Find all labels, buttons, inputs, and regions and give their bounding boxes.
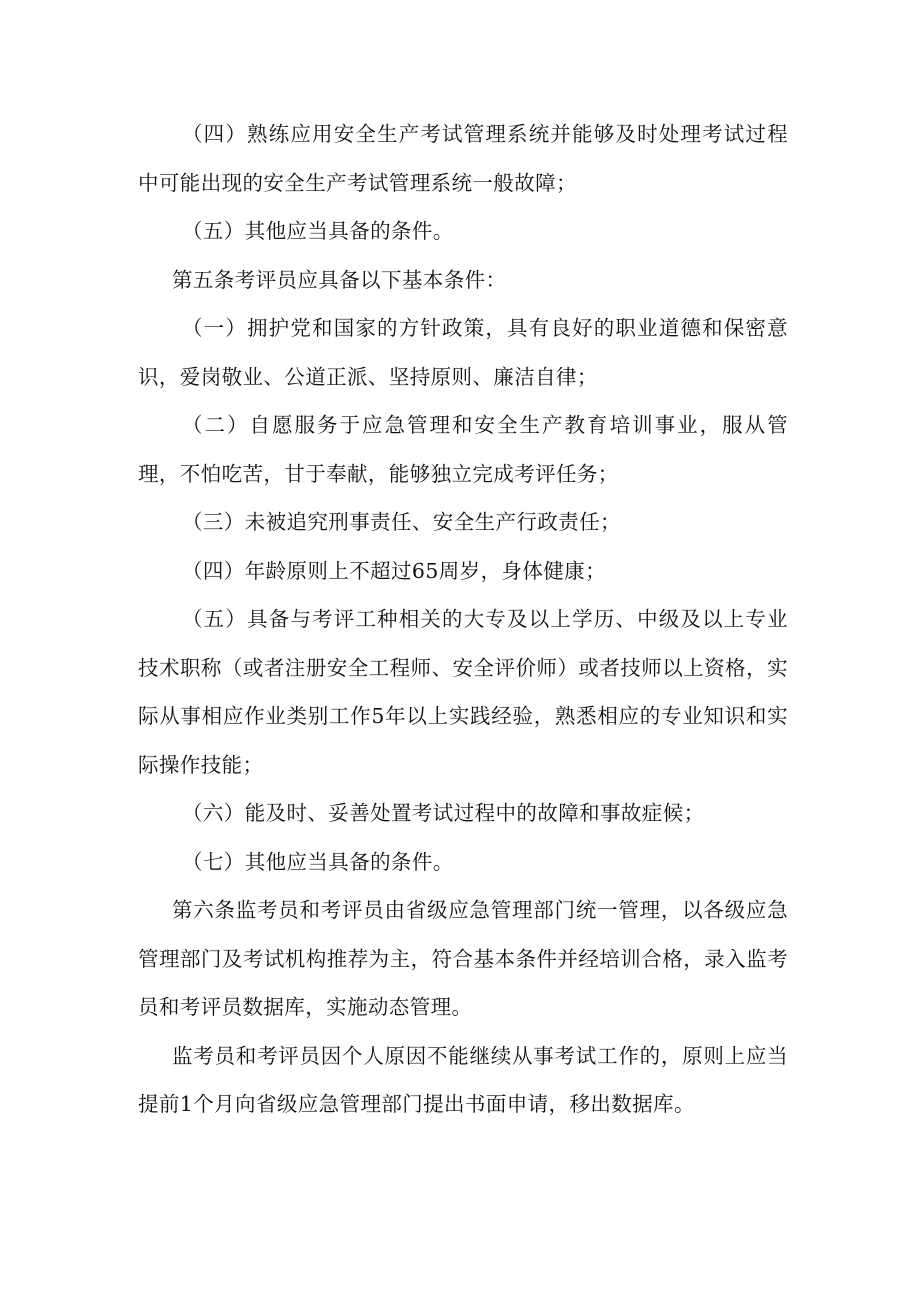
paragraph-item-2-service: （二）自愿服务于应急管理和安全生产教育培训事业，服从管理，不怕吃苦，甘于奉献，能够独立完成考评任务； (138, 413, 788, 486)
article-6-withdrawal-paragraph: 监考员和考评员因个人原因不能继续从事考试工作的，原则上应当提前1个月向省级应急管理部门提出书面申请，移出数据库。 (138, 1043, 788, 1116)
paragraph-item-6-handling: （六）能及时、妥善处置考试过程中的故障和事故症候； (182, 801, 705, 825)
document-body (138, 110, 788, 1129)
paragraph-item-5-other-conditions: （五）其他应当具备的条件。 (182, 219, 454, 243)
paragraph-item-5-qualification: （五）具备与考评工种相关的大专及以上学历、中级及以上专业技术职称（或者注册安全工程师、安全评价师）或者技师以上资格，实际从事相应作业类别工作5年以上实践经验，熟悉相应的专业知识和实际操作技能； (138, 607, 788, 777)
paragraph-item-3-no-liability: （三）未被追究刑事责任、安全生产行政责任； (182, 510, 621, 534)
article-6-paragraph: 第六条监考员和考评员由省级应急管理部门统一管理，以各级应急管理部门及考试机构推荐为主，符合基本条件并经培训合格，录入监考员和考评员数据库，实施动态管理。 (138, 898, 788, 1019)
paragraph-item-1-political: （一）拥护党和国家的方针政策，具有良好的职业道德和保密意识，爱岗敬业、公道正派、坚持原则、廉洁自律； (138, 316, 788, 389)
paragraph-item-7-other: （七）其他应当具备的条件。 (182, 849, 454, 874)
article-5-heading: 第五条考评员应具备以下基本条件： (172, 267, 507, 292)
paragraph-item-4-age: （四）年龄原则上不超过65周岁，身体健康； (182, 558, 606, 583)
paragraph-item-4-system-skills: （四）熟练应用安全生产考试管理系统并能够及时处理考试过程中可能出现的安全生产考试管理系统一般故障； (138, 122, 788, 195)
